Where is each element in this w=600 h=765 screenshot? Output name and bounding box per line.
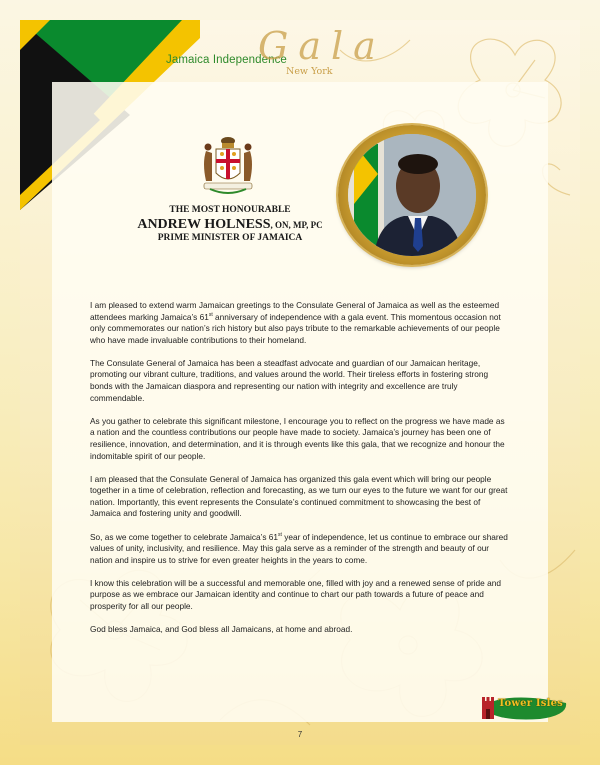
paragraph-4: I am pleased that the Consulate General of Jamaica has organized this gala event which will bring our people together in a time of celebration, reflection and forecasting, as we turn our eyes to the future we want for our great nation. Importantly, this event represents the Consulate’s continued commitment to showcasing the best of Jamaica and fostering unity and goodwill.: [90, 473, 508, 519]
official-name: ANDREW HOLNESS: [137, 217, 271, 232]
portrait-frame: [338, 125, 486, 265]
page-number: 7: [297, 730, 303, 739]
letter-body: [90, 300, 510, 647]
official-name-line: [100, 215, 360, 233]
paragraph-5: So, as we come together to celebrate Jamaica’s 61st year of independence, let us continue to embrace our shared values of unity, inclusivity, and resilience. May this gala serve as a reminder of the strength and beauty of our nation and inspire us to strive for even greater heights in the years to come.: [90, 531, 508, 565]
logo-text: Tower Isles: [498, 698, 563, 709]
official-postnominals: , ON, MP, PC: [270, 220, 323, 230]
paragraph-1: I am pleased to extend warm Jamaican greetings to the Consulate General of Jamaica as well as the esteemed attendees marking Jamaica’s 61st anniversary of independence with a gala event. This momentous occasion not only commemorates our nation’s rich history but also pays tribute to the remarkable achievements of our people who have made invaluable contributions to their homeland.: [90, 300, 501, 345]
paragraph-3: As you gather to celebrate this significant milestone, I encourage you to reflect on the progress we have made as a nation and the countless contributions our people have made to society. Jamaica’s journey has been one of resilience, innovation, and determination, and it is through events like this gala, that we recognize and honour the indomitable spirit of our people.: [90, 415, 505, 461]
gala-script-title: Gala: [258, 24, 386, 68]
paragraph-2: The Consulate General of Jamaica has been a steadfast advocate and guardian of our Jamaican heritage, promoting our vibrant culture, traditions, and values around the world. Their tireless efforts in fostering strong bonds with the Jamaican diaspora and representing our nation with integrity and excellence are truly commendable.: [90, 357, 489, 403]
portrait-photo: [348, 134, 476, 256]
official-position: PRIME MINISTER OF JAMAICA: [157, 233, 303, 243]
portrait-illustration: [348, 134, 476, 256]
coat-of-arms-icon: [196, 133, 260, 199]
paragraph-6: I know this celebration will be a successful and memorable one, filled with joy and a renewed sense of pride and purpose as we embrace our Jamaican identity and continue to chart our path towards a future of peace and prosperity for all our people.: [90, 577, 501, 611]
event-title: Jamaica Independence: [166, 54, 287, 66]
paragraph-7: God bless Jamaica, and God bless all Jamaicans, at home and abroad.: [90, 624, 353, 635]
official-honorific: THE MOST HONOURABLE: [169, 205, 291, 215]
event-location: New York: [286, 66, 333, 77]
